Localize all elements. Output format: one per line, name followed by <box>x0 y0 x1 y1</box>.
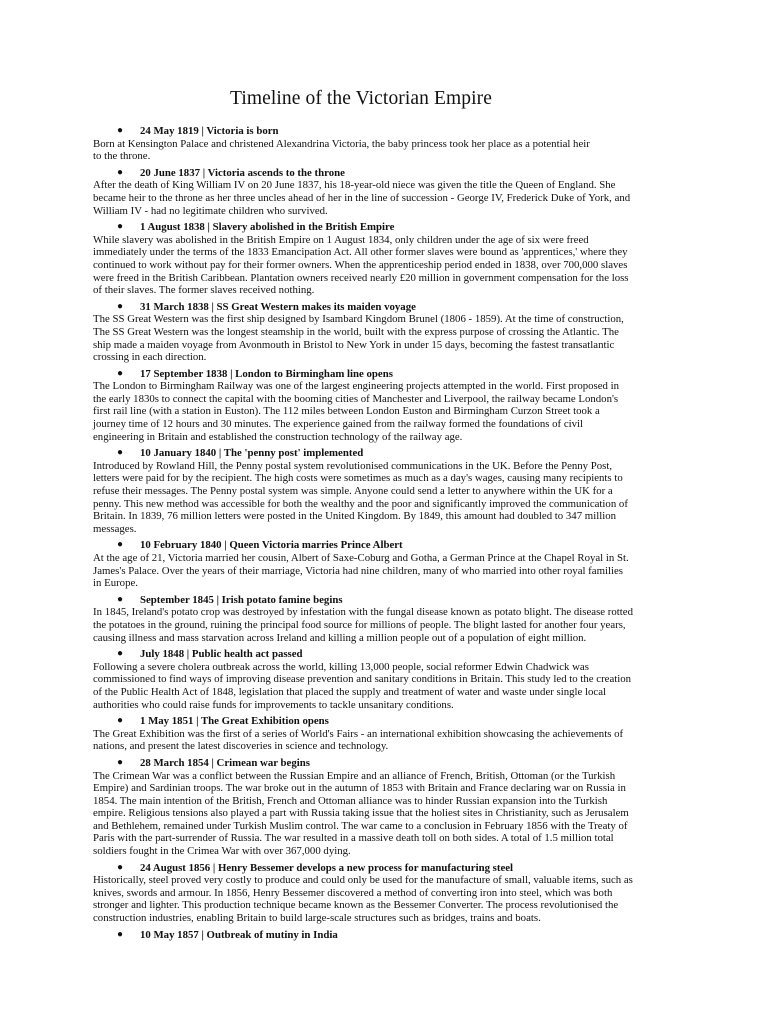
entry-heading <box>93 715 673 728</box>
timeline-entry <box>93 715 673 753</box>
entry-body-line: The Crimean War was a conflict between the Russian Empire and an alliance of French, British, Ottoman (or the Turkish <box>93 769 616 782</box>
timeline-entry <box>93 929 673 942</box>
timeline-list <box>93 125 673 941</box>
entry-body-line: immediately under the terms of the 1833 Emancipation Act. All other former slaves were bound as 'apprentices,' where they <box>93 246 628 259</box>
timeline-entry <box>93 221 673 297</box>
entry-body <box>93 728 673 753</box>
entry-body <box>93 770 673 858</box>
entry-heading <box>93 862 673 875</box>
entry-heading-text: July 1848 | Public health act passed <box>140 648 303 661</box>
entry-heading <box>93 929 673 942</box>
entry-body-line: penny. This new method was accessible for both the wealthy and the poor and significantly improved the communication of <box>93 497 628 510</box>
entry-body-line: William IV - had no legitimate children who survived. <box>93 204 328 217</box>
entry-body-line: The SS Great Western was the longest steamship in the world, built with the express purpose of crossing the Atlantic. The <box>93 325 619 338</box>
entry-body-line: At the age of 21, Victoria married her cousin, Albert of Saxe-Coburg and Gotha, a German Prince at the Chapel Royal in St. <box>93 552 629 564</box>
entry-heading-text: September 1845 | Irish potato famine begins <box>140 593 343 606</box>
entry-heading <box>93 447 673 460</box>
entry-heading-text: 1 May 1851 | The Great Exhibition opens <box>140 715 329 728</box>
timeline-entry <box>93 862 673 925</box>
entry-heading <box>93 221 673 234</box>
entry-heading <box>93 125 673 138</box>
entry-body-line: the early 1830s to connect the capital with the booming cities of Manchester and Liverpool, the railway became London's <box>93 392 619 405</box>
entry-body-line: letters were paid for by the recipient. The high costs were sometimes as much as a day's wages, causing many recipients to <box>93 472 623 485</box>
entry-body-line: soldiers fought in the Crimea War with over 367,000 dying. <box>93 845 351 858</box>
entry-body-line: Britain. In 1839, 76 million letters were posted in the United Kingdom. By 1849, this amount had doubled to 347 million <box>93 510 616 523</box>
entry-heading <box>93 757 673 770</box>
entry-body-line: continued to work without pay for their former owners. When the apprenticeship period ended in 1838, over 700,000 slaves <box>93 258 628 271</box>
entry-body-line: first rail line (with a station in Euston). The 112 miles between London Euston and Birmingham Curzon Street took a <box>93 405 600 418</box>
timeline-entry <box>93 125 673 163</box>
entry-body-line: engineering in Britain and established the construction technology of the railway age. <box>93 430 463 443</box>
entry-body-line: messages. <box>93 522 137 535</box>
entry-heading-text: 10 January 1840 | The 'penny post' implemented <box>140 447 364 460</box>
bullet-icon: ● <box>117 756 124 768</box>
entry-body <box>93 313 673 363</box>
entry-body-line: In 1845, Ireland's potato crop was destroyed by infestation with the fungal disease known as potato blight. The disease rotted <box>93 606 633 619</box>
entry-heading-text: 31 March 1838 | SS Great Western makes its maiden voyage <box>140 300 416 313</box>
entry-body-line: stronger and lighter. This production technique became known as the Bessemer Converter. The process revolutionised the <box>93 899 619 912</box>
bullet-icon: ● <box>117 166 124 178</box>
entry-heading <box>93 167 673 180</box>
timeline-entry <box>93 757 673 858</box>
entry-heading-text: 10 February 1840 | Queen Victoria marries Prince Albert <box>140 539 403 552</box>
timeline-entry <box>93 447 673 535</box>
entry-body-line: of the Public Health Act of 1848, legislation that placed the supply and treatment of water and waste under single local <box>93 685 607 698</box>
entry-body-line: Empire) and Sardinian troops. The war broke out in the autumn of 1853 with Britain and France declaring war on Russia in <box>93 782 626 795</box>
entry-body-line: in Europe. <box>93 577 138 590</box>
entry-heading-text: 28 March 1854 | Crimean war begins <box>140 756 310 769</box>
entry-body-line: Born at Kensington Palace and christened Alexandrina Victoria, the baby princess took her place as a potential heir <box>93 137 590 150</box>
bullet-icon: ● <box>117 861 124 873</box>
entry-heading-text: 17 September 1838 | London to Birmingham line opens <box>140 367 393 380</box>
entry-heading-text: 24 May 1819 | Victoria is born <box>140 125 279 137</box>
entry-body-line: causing illness and mass starvation across Ireland and killing a million people out of a population of eight million. <box>93 631 587 644</box>
document-title: Timeline of the Victorian Empire <box>230 88 492 109</box>
entry-body-line: journey time of 12 hours and 30 minutes. The experience gained from the railway formed the foundations of civil <box>93 418 584 431</box>
entry-heading <box>93 301 673 314</box>
entry-body-line: Historically, steel proved very costly to produce and could only be used for the manufacture of small, valuable items, such as <box>93 874 633 887</box>
bullet-icon: ● <box>117 593 124 605</box>
entry-heading <box>93 368 673 381</box>
entry-body-line: nations, and present the latest discoveries in science and technology. <box>93 740 389 753</box>
entry-body <box>93 874 673 924</box>
entry-body <box>93 606 673 644</box>
entry-body-line: refuse their messages. The Penny postal system was simple. Anyone could send a letter to anywhere within the UK for a <box>93 485 613 498</box>
entry-body-line: James's Palace. Over the years of their marriage, Victoria had nine children, many of who married into other royal families <box>93 564 623 577</box>
entry-body <box>93 234 673 297</box>
entry-body-line: After the death of King William IV on 20 June 1837, his 18-year-old niece was given the title the Queen of England. She <box>93 179 616 192</box>
entry-body-line: ship made a maiden voyage from Avonmouth in Bristol to New York in under 15 days, becoming the fastest transatlantic <box>93 338 615 351</box>
bullet-icon: ● <box>117 648 124 660</box>
entry-body-line: empire. Religious tensions also played a part with Russia taking issue that the holiest sites in Christianity, such as Jerusalem <box>93 807 629 820</box>
entry-body <box>93 138 673 163</box>
bullet-icon: ● <box>117 221 124 233</box>
entry-body-line: The London to Birmingham Railway was one of the largest engineering projects attempted in the world. First proposed in <box>93 380 620 393</box>
entry-body-line: and Bethlehem, remained under Turkish Muslim control. The war came to a conclusion in February 1856 with the Treaty of <box>93 819 628 832</box>
entry-body <box>93 179 673 217</box>
timeline-entry <box>93 594 673 644</box>
bullet-icon: ● <box>117 715 124 727</box>
entry-heading <box>93 648 673 661</box>
timeline-entry <box>93 648 673 711</box>
entry-heading-text: 1 August 1838 | Slavery abolished in the British Empire <box>140 221 395 234</box>
timeline-entry <box>93 539 673 589</box>
entry-body-line: the potatoes in the ground, ruining the principal food source for millions of people. The blight lasted for another four years, <box>93 618 626 631</box>
entry-body-line: Introduced by Rowland Hill, the Penny postal system revolutionised communications in the UK. Before the Penny Post, <box>93 459 613 472</box>
bullet-icon: ● <box>117 367 124 379</box>
entry-heading-text: 20 June 1837 | Victoria ascends to the throne <box>140 166 345 179</box>
entry-heading-text: 10 May 1857 | Outbreak of mutiny in India <box>140 928 338 941</box>
entry-body-line: became heir to the throne as her three uncles ahead of her in the line of succession - George IV, Frederick Duke of York, and <box>93 191 631 204</box>
timeline-entry <box>93 368 673 444</box>
entry-body-line: While slavery was abolished in the British Empire on 1 August 1834, only children under the age of six were freed <box>93 233 589 246</box>
entry-body-line: of their slaves. The former slaves received nothing. <box>93 284 315 297</box>
entry-body-line: Paris with the part-surrender of Russia. The war resulted in a massive death toll on both sides. A total of 1.5 million total <box>93 832 614 845</box>
bullet-icon: ● <box>117 300 124 312</box>
entry-heading <box>93 594 673 607</box>
entry-body <box>93 380 673 443</box>
entry-body-line: The Great Exhibition was the first of a series of World's Fairs - an international exhibition showcasing the achievements of <box>93 727 624 740</box>
entry-body <box>93 552 673 590</box>
timeline-entry <box>93 167 673 217</box>
entry-body-line: commissioned to find ways of improving disease prevention and sanitary conditions in Britain. This study led to the creation <box>93 673 632 686</box>
entry-heading-text: 24 August 1856 | Henry Bessemer develops a new process for manufacturing steel <box>140 861 514 874</box>
timeline-entry <box>93 301 673 364</box>
entry-body <box>93 460 673 536</box>
bullet-icon: ● <box>117 928 124 940</box>
entry-body-line: crossing in each direction. <box>93 351 207 364</box>
bullet-icon: ● <box>117 125 124 136</box>
entry-body-line: knives, swords and armour. In 1856, Henry Bessemer discovered a method of converting iron into steel, which was both <box>93 886 613 899</box>
entry-body-line: were freed in the British Caribbean. Plantation owners received nearly £20 million in government compensation for the loss <box>93 271 629 284</box>
bullet-icon: ● <box>117 539 124 551</box>
entry-body-line: authorities who could raise funds for improvements to tackle unsanitary conditions. <box>93 698 454 711</box>
entry-body <box>93 661 673 711</box>
entry-body-line: construction industries, enabling Britain to build large-scale structures such as bridges, trains and boats. <box>93 912 541 925</box>
entry-body-line: 1854. The main intention of the British, French and Ottoman alliance was to hinder Russian expansion into the Turkish <box>93 794 608 807</box>
entry-body-line: The SS Great Western was the first ship designed by Isambard Kingdom Brunel (1806 - 1859). At the time of construction, <box>93 313 624 326</box>
entry-body-line: Following a severe cholera outbreak across the world, killing 13,000 people, social reformer Edwin Chadwick was <box>93 660 589 673</box>
entry-body-line: to the throne. <box>93 150 151 163</box>
bullet-icon: ● <box>117 447 124 459</box>
entry-heading <box>93 539 673 552</box>
